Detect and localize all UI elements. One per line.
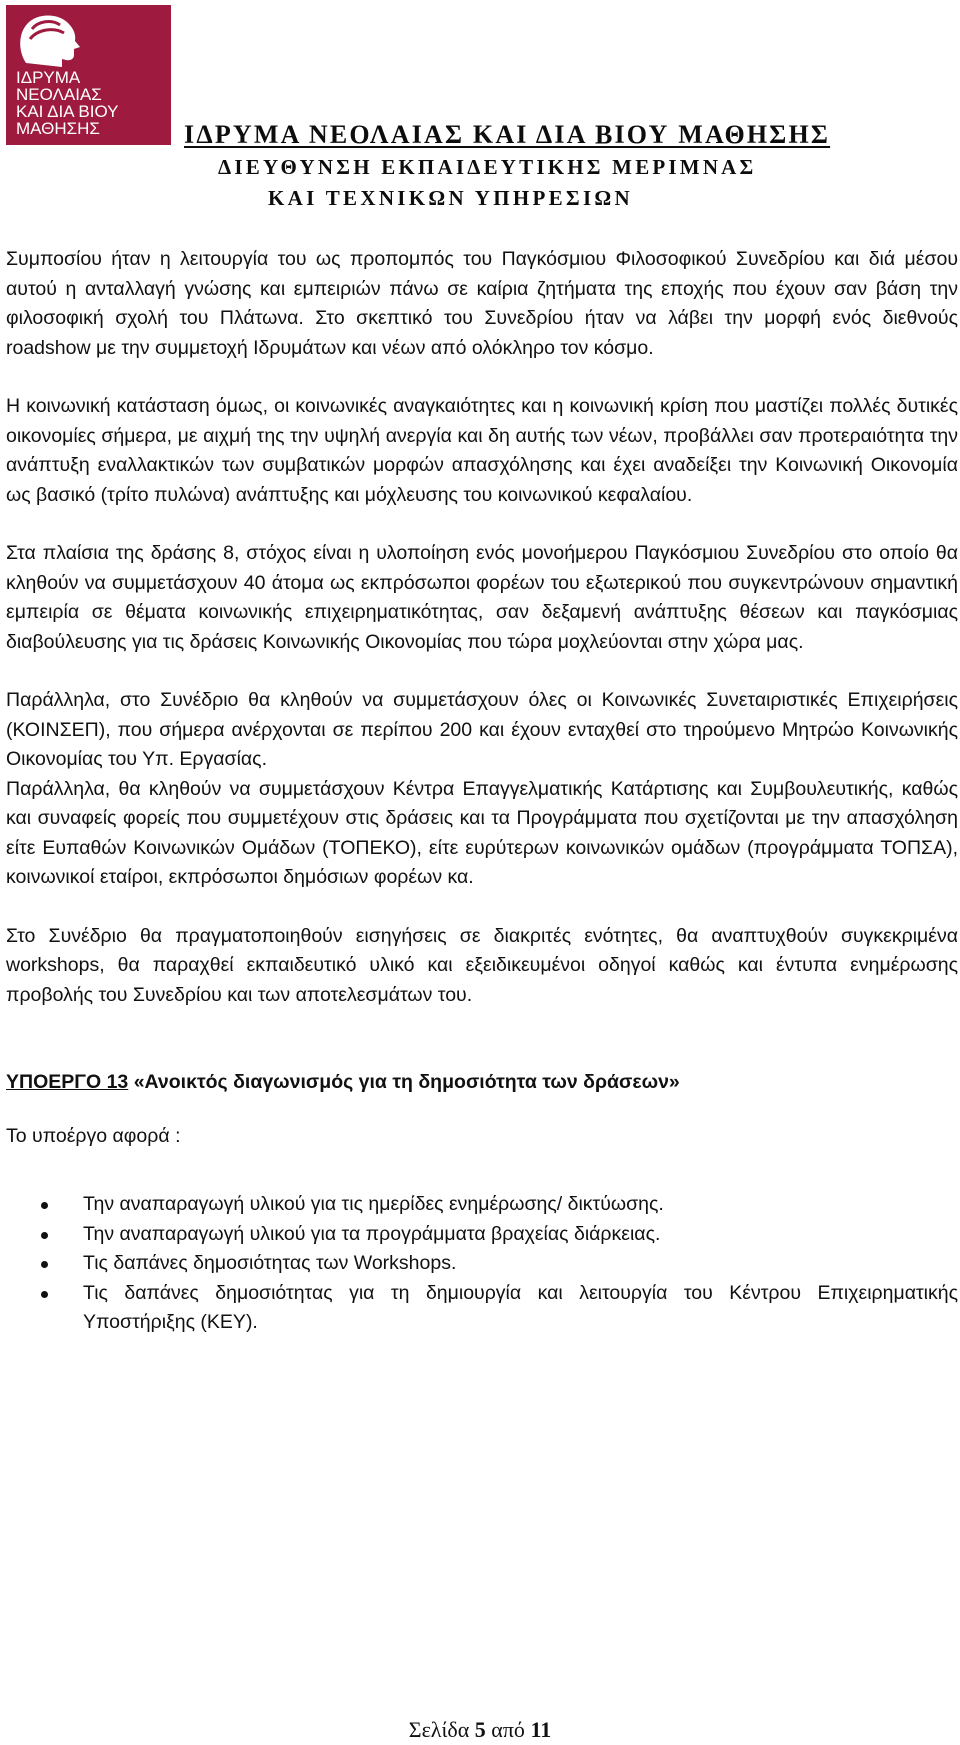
head-profile-icon	[12, 11, 92, 71]
foundation-logo	[6, 5, 171, 145]
list-item	[6, 1249, 958, 1279]
footer-page: 5	[474, 1717, 486, 1742]
paragraph: Παράλληλα, θα κληθούν να συμμετάσχουν Κέντρα Επαγγελματικής Κατάρτισης και Συμβουλευτικής, καθώς και συναφείς φορείς που συμμετέχουν στις δράσεις και τα Προγράμματα που σχετίζονται με την απασχόληση είτε Ευπαθών Κοινωνικών Ομάδων (ΤΟΠΕΚΟ), είτε ευρύτερων κοινωνικών ομάδων (προγράμματα ΤΟΠΣΑ), κοινωνικοί εταίροι, εκπρόσωποι δημόσιων φορέων κα.	[6, 777, 958, 888]
header-subtitle: ΔΙΕΥΘΥΝΣΗ ΕΚΠΑΙΔΕΥΤΙΚΗΣ ΜΕΡΙΜΝΑΣ	[218, 155, 757, 179]
bullet-icon	[41, 1232, 48, 1239]
logo-line: ΜΑΘΗΣΗΣ	[16, 119, 100, 138]
paragraph: Η κοινωνική κατάσταση όμως, οι κοινωνικές αναγκαιότητες και η κοινωνική κρίση που μαστίζει πολλές δυτικές οικονομίες σήμερα, με αιχμή της την υψηλή ανεργία και δη αυτής των νέων, προβάλλει σαν προτεραιότητα την ανάπτυξη εναλλακτικών των συμβατικών μορφών απασχόλησης και έχει αναδείξει την Κοινωνική Οικονομία ως βασικό (τρίτο πυλώνα) ανάπτυξης και μόχλευσης του κοινωνικού κεφαλαίου.	[6, 395, 958, 506]
page-number-footer	[0, 1717, 960, 1743]
logo-line: ΝΕΟΛΑΙΑΣ	[16, 85, 102, 104]
footer-middle: από	[491, 1717, 525, 1742]
logo-line: ΙΔΡΥΜΑ	[16, 68, 81, 87]
bullet-icon	[41, 1261, 48, 1268]
header-title: ΙΔΡΥΜΑ ΝΕΟΛΑΙΑΣ ΚΑΙ ΔΙΑ ΒΙΟΥ ΜΑΘΗΣΗΣ	[184, 120, 831, 149]
footer-prefix: Σελίδα	[408, 1717, 470, 1742]
subproject-title: «Ανοικτός διαγωνισμός για τη δημοσιότητα των δράσεων»	[133, 1071, 680, 1093]
paragraph: Στο Συνέδριο θα πραγματοποιηθούν εισηγήσεις σε διακριτές ενότητες, θα αναπτυχθούν συγκεκριμένα workshops, θα παραχθεί εκπαιδευτικό υλικό και εξειδικευμένοι οδηγοί καθώς και έντυπα ενημέρωσης προβολής του Συνεδρίου και των αποτελεσμάτων του.	[6, 924, 958, 1006]
paragraph: Συμποσίου ήταν η λειτουργία του ως προπομπός του Παγκόσμιου Φιλοσοφικού Συνεδρίου και διά μέσου αυτού η ανταλλαγή γνώσης και εμπειριών πάνω σε καίρια ζητήματα της εποχής που έχουν σαν βάση την φιλοσοφική σχολή του Πλάτωνα. Στο σκεπτικό του Συνεδρίου ήταν να λάβει την μορφή ενός διεθνούς roadshow με την συμμετοχή Ιδρυμάτων και νέων από ολόκληρο τον κόσμο.	[6, 248, 958, 359]
logo-text	[16, 69, 118, 137]
subproject-intro: Το υποέργο αφορά :	[6, 1124, 181, 1147]
list-item-text: Τις δαπάνες δημοσιότητας για τη δημιουργία και λειτουργία του Κέντρου Επιχειρηματικής Υποστήριξης (ΚΕΥ).	[83, 1281, 958, 1333]
list-item	[6, 1190, 958, 1220]
logo-line: ΚΑΙ ΔΙΑ ΒΙΟΥ	[16, 102, 119, 121]
subproject-heading	[6, 1068, 958, 1098]
list-item	[6, 1279, 958, 1338]
list-item	[6, 1220, 958, 1250]
subproject-bullet-list	[6, 1190, 958, 1338]
list-item-text: Τις δαπάνες δημοσιότητας των Workshops.	[83, 1252, 457, 1274]
bullet-icon	[41, 1291, 48, 1298]
paragraph: Παράλληλα, στο Συνέδριο θα κληθούν να συμμετάσχουν όλες οι Κοινωνικές Συνεταιριστικές Επιχειρήσεις (ΚΟΙΝΣΕΠ), που σήμερα ανέρχονται σε περίπου 200 και έχουν ενταχθεί στο τηρούμενο Μητρώο Κοινωνικής Οικονομίας του Υπ. Εργασίας.	[6, 689, 958, 770]
list-item-text: Την αναπαραγωγή υλικού για τα προγράμματα βραχείας διάρκειας.	[83, 1222, 661, 1245]
footer-total: 11	[530, 1717, 552, 1742]
document-body	[6, 245, 958, 1338]
subproject-label: ΥΠΟΕΡΓΟ 13	[6, 1071, 129, 1093]
paragraph: Στα πλαίσια της δράσης 8, στόχος είναι η υλοποίηση ενός μονοήμερου Παγκόσμιου Συνεδρίου στο οποίο θα κληθούν να συμμετάσχουν 40 άτομα ως εκπρόσωποι φορέων του εξωτερικού που συγκεντρώνουν σημαντική εμπειρία σε θέματα κοινωνικής επιχειρηματικότητας, σαν δεξαμενή ανάπτυξης θέσεων και παγκόσμιας διαβούλευσης για τις δράσεις Κοινωνικής Οικονομίας που τώρα μοχλεύονται στην χώρα μας.	[6, 542, 958, 653]
bullet-icon	[41, 1202, 48, 1209]
header-subtitle-2: ΚΑΙ ΤΕΧΝΙΚΩΝ ΥΠΗΡΕΣΙΩΝ	[268, 186, 634, 210]
list-item-text: Την αναπαραγωγή υλικού για τις ημερίδες ενημέρωσης/ δικτύωσης.	[83, 1193, 664, 1215]
